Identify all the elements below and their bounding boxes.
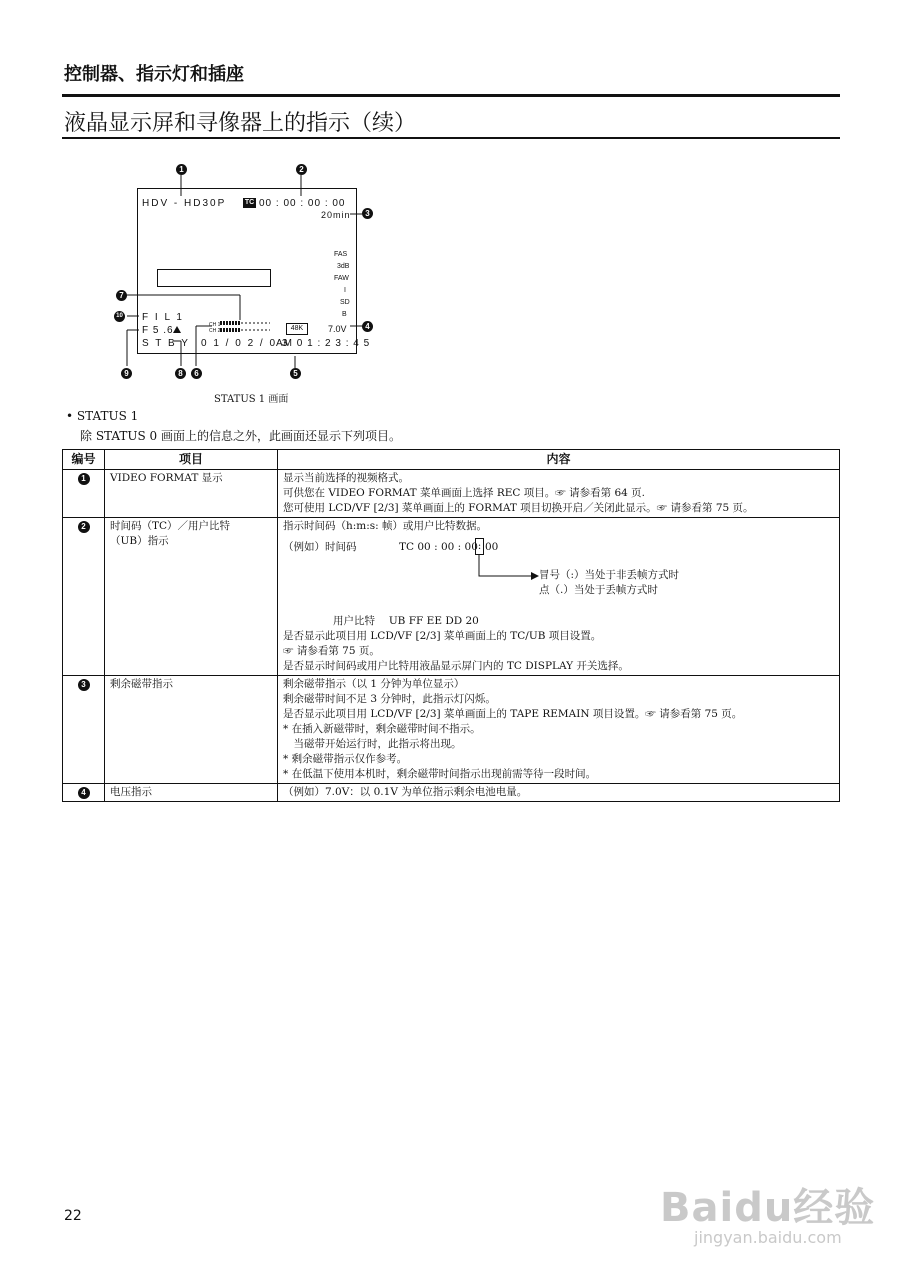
page-title: 液晶显示屏和寻像器上的指示（续） [64, 111, 417, 136]
fas-label: FAS [334, 251, 348, 258]
row-content-line: 当磁带开始运行时，此指示将出现。 [283, 738, 462, 750]
row-content-line: （例如）7.0V：以 0.1V 为单位指示剩余电池电量。 [283, 786, 528, 798]
row-content-line: 是否显示此项目用 LCD/VF [2/3] 菜单画面上的 TC/UB 项目设置。 [283, 630, 602, 642]
iris-text: F 5 .6 [142, 325, 174, 336]
row-content-line: * 在低温下使用本机时，剩余磁带时间指示出现前需等待一段时间。 [283, 768, 597, 780]
row-item: 时间码（TC）／用户比特 [110, 520, 231, 532]
voltage-text: 7.0V [328, 324, 347, 334]
table-header-row [63, 450, 840, 470]
watermark-url: jingyan.baidu.com [694, 1228, 842, 1247]
row-content-line: 剩余磁带时间不足 3 分钟时，此指示灯闪烁。 [283, 693, 496, 705]
section-title: 控制器、指示灯和插座 [64, 64, 244, 85]
audio-ch1-label: CH 1 [209, 322, 221, 328]
filter-text: F I L 1 [142, 312, 184, 323]
sd-label: SD [340, 299, 350, 306]
callout-5: 5 [290, 368, 301, 379]
b-label: B [342, 311, 347, 318]
callout-8: 8 [175, 368, 186, 379]
userbit-example: 用户比特 UB FF EE DD 20 [333, 615, 479, 627]
callout-2: 2 [296, 164, 307, 175]
callout-3: 3 [362, 208, 373, 219]
table-row [63, 676, 840, 784]
example-timecode: TC 00 : 00 : 00 [399, 541, 478, 553]
lcd-screen [137, 188, 371, 354]
example-frame: 00 [485, 541, 499, 553]
audio-ch2-label: CH 2 [209, 328, 221, 334]
callout-1: 1 [176, 164, 187, 175]
example-note-dot: 点（.）当处于丢帧方式时 [539, 584, 658, 596]
row-content-line: * 剩余磁带指示仅作参考。 [283, 753, 408, 765]
row-content-line: * 在插入新磁带时，剩余磁带时间不指示。 [283, 723, 481, 735]
i-label: I [344, 287, 346, 294]
indicator-table [62, 449, 840, 802]
example-pointer [473, 554, 543, 584]
callout-4: 4 [362, 321, 373, 332]
video-format-text: HDV - HD30P [142, 198, 227, 209]
header-item: 项目 [105, 450, 278, 470]
row-item: VIDEO FORMAT 显示 [110, 472, 223, 484]
table-row [63, 784, 840, 802]
table-row [63, 470, 840, 518]
gain-label: 3dB [337, 263, 350, 270]
example-separator: : [475, 538, 484, 555]
time-text: AM 0 1 : 2 3 : 4 5 [276, 338, 371, 349]
row-content-line: 是否显示此项目用 LCD/VF [2/3] 菜单画面上的 TAPE REMAIN 项目设置。☞ 请参看第 75 页。 [283, 708, 743, 720]
timecode-example [283, 534, 834, 614]
iris-arrow-icon [173, 326, 181, 333]
table-row [63, 518, 840, 676]
header-num: 编号 [63, 450, 105, 470]
header-content: 内容 [278, 450, 840, 470]
tape-remain-text: 20min [321, 210, 351, 220]
example-note-colon: 冒号（:）当处于非丢帧方式时 [539, 569, 680, 581]
callout-9: 9 [121, 368, 132, 379]
row-item: 剩余磁带指示 [110, 678, 173, 690]
faw-label: FAW [334, 275, 349, 282]
row-content-line: 您可使用 LCD/VF [2/3] 菜单画面上的 FORMAT 项目切换开启／关闭此显示。☞ 请参看第 75 页。 [283, 502, 754, 514]
status-bullet: • STATUS 1 [66, 409, 139, 423]
callout-7: 7 [116, 290, 127, 301]
row-content-line: ☞ 请参看第 75 页。 [283, 645, 380, 657]
row-number: 1 [78, 473, 90, 485]
page-number: 22 [64, 1208, 82, 1224]
row-content-line: 剩余磁带指示（以 1 分钟为单位显示） [283, 678, 465, 690]
timecode-text: 00 : 00 : 00 : 00 [259, 198, 346, 209]
row-number: 3 [78, 679, 90, 691]
callout-6: 6 [191, 368, 202, 379]
status-diagram [0, 0, 904, 405]
watermark-logo: Baidu经验 [660, 1185, 876, 1231]
audio-khz-box: 48K [286, 323, 308, 335]
row-content-line: 指示时间码（h:m:s: 帧）或用户比特数据。 [283, 520, 488, 532]
example-label: （例如）时间码 [283, 541, 357, 553]
callout-lines [0, 0, 904, 400]
row-item: （UB）指示 [110, 535, 169, 547]
row-item: 电压指示 [110, 786, 152, 798]
row-content-line: 是否显示时间码或用户比特用液晶显示屏门内的 TC DISPLAY 开关选择。 [283, 660, 629, 672]
audio-level-meter [220, 320, 272, 334]
status-text: S T B Y [142, 338, 190, 349]
row-content-line: 可供您在 VIDEO FORMAT 菜单画面上选择 REC 项目。☞ 请参看第 64 页. [283, 487, 645, 499]
callout-10: 10 [114, 311, 125, 322]
diagram-caption: STATUS 1 画面 [214, 394, 289, 405]
date-text: 0 1 / 0 2 / 0 3 [201, 338, 290, 349]
row-number: 4 [78, 787, 90, 799]
row-content-line: 显示当前选择的视频格式。 [283, 472, 409, 484]
tc-badge: TC [244, 199, 255, 206]
status-description: 除 STATUS 0 画面上的信息之外，此画面还显示下列项目。 [80, 429, 401, 443]
message-box [157, 269, 271, 287]
row-number: 2 [78, 521, 90, 533]
